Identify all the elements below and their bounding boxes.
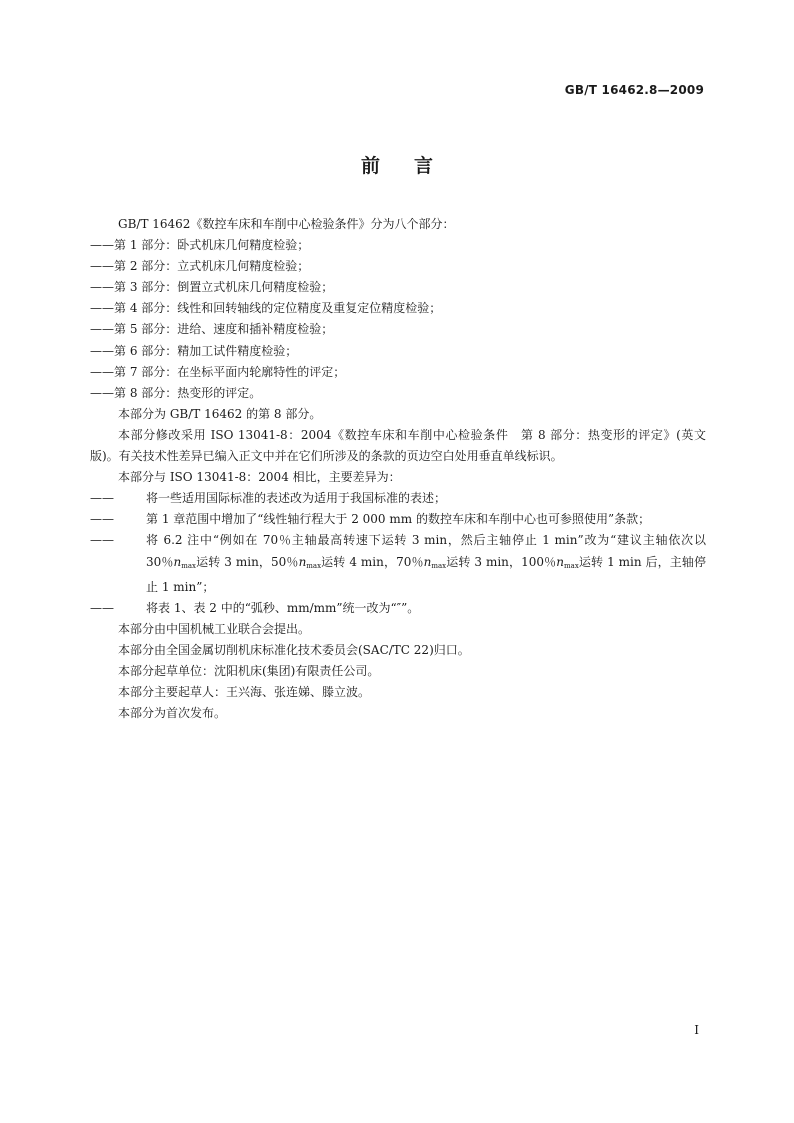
difference-text-segment: 运转 3 min，50％ bbox=[196, 554, 299, 569]
closing-paragraph: 本部分主要起草人：王兴海、张连娣、滕立波。 bbox=[118, 685, 371, 700]
difference-text: 将一些适用国际标准的表述改为适用于我国标准的表述； bbox=[146, 491, 447, 506]
closing-paragraph: 本部分为首次发布。 bbox=[118, 706, 227, 721]
difference-text-segment: 运转 3 min，100％ bbox=[446, 554, 557, 569]
closing-paragraph: 本部分由中国机械工业联合会提出。 bbox=[118, 621, 311, 636]
adoption-paragraph: 本部分修改采用 ISO 13041-8：2004《数控车床和车削中心检验条件 第 8 部分：热变形的评定》(英文版)。有关技术性差异已编入正文中并在它们所涉及的条款的页边空白处用垂直单线标识。 bbox=[90, 427, 706, 464]
n-max-subscript: max bbox=[306, 561, 322, 570]
difference-text-segment: 将 6.2 注中“例如在 70％主轴最高转速下运转 3 min，然后主轴停止 1 min”改为“建议主轴依次以 30％ bbox=[146, 533, 706, 569]
part-list-item: ——第 6 部分：精加工试件精度检验； bbox=[90, 343, 298, 358]
difference-item bbox=[90, 598, 706, 619]
n-max-symbol: n bbox=[173, 554, 182, 569]
part-list-item: ——第 3 部分：倒置立式机床几何精度检验； bbox=[90, 280, 334, 295]
n-max-subscript: max bbox=[431, 561, 447, 570]
dash-marker: —— bbox=[90, 512, 114, 527]
difference-text-segment: 运转 1 min 后，主轴停止 1 min”； bbox=[146, 554, 706, 594]
page-number: I bbox=[694, 1023, 699, 1037]
closing-paragraph: 本部分由全国金属切削机床标准化技术委员会(SAC/TC 22)归口。 bbox=[118, 642, 470, 657]
dash-marker: —— bbox=[90, 533, 114, 548]
page-title: 前言 bbox=[360, 155, 467, 177]
difference-text: 将表 1、表 2 中的“弧秒、mm/mm”统一改为“″”。 bbox=[146, 600, 420, 615]
part-list-item: ——第 2 部分：立式机床几何精度检验； bbox=[90, 259, 310, 274]
part-list-item: ——第 4 部分：线性和回转轴线的定位精度及重复定位精度检验； bbox=[90, 301, 442, 316]
part-list-item: ——第 5 部分：进给、速度和插补精度检验； bbox=[90, 322, 334, 337]
closing-paragraph: 本部分起草单位：沈阳机床(集团)有限责任公司。 bbox=[118, 663, 380, 678]
difference-text-segment: 运转 4 min，70％ bbox=[321, 554, 424, 569]
n-max-subscript: max bbox=[181, 561, 197, 570]
intro-paragraph: GB/T 16462《数控车床和车削中心检验条件》分为八个部分： bbox=[118, 217, 455, 231]
comparison-intro: 本部分与 ISO 13041-8：2004 相比，主要差异为： bbox=[118, 470, 401, 485]
n-max-subscript: max bbox=[564, 561, 579, 570]
difference-item bbox=[90, 509, 706, 530]
foreword-body bbox=[90, 214, 706, 724]
n-max-symbol: n bbox=[298, 554, 307, 569]
difference-item bbox=[90, 488, 706, 509]
standard-number: GB/T 16462.8—2009 bbox=[564, 83, 704, 97]
dash-marker: —— bbox=[90, 491, 114, 506]
n-max-symbol: n bbox=[423, 554, 432, 569]
difference-text bbox=[146, 530, 706, 597]
this-part-statement: 本部分为 GB/T 16462 的第 8 部分。 bbox=[118, 406, 322, 421]
part-list-item: ——第 8 部分：热变形的评定。 bbox=[90, 385, 262, 400]
dash-marker: —— bbox=[90, 600, 114, 615]
part-list-item: ——第 1 部分：卧式机床几何精度检验； bbox=[90, 238, 310, 253]
part-list-item: ——第 7 部分：在坐标平面内轮廓特性的评定； bbox=[90, 364, 346, 379]
n-max-symbol: n bbox=[556, 554, 565, 569]
difference-item bbox=[90, 530, 706, 597]
difference-text: 第 1 章范围中增加了“线性轴行程大于 2 000 mm 的数控车床和车削中心也可参照使用”条款； bbox=[146, 512, 651, 527]
